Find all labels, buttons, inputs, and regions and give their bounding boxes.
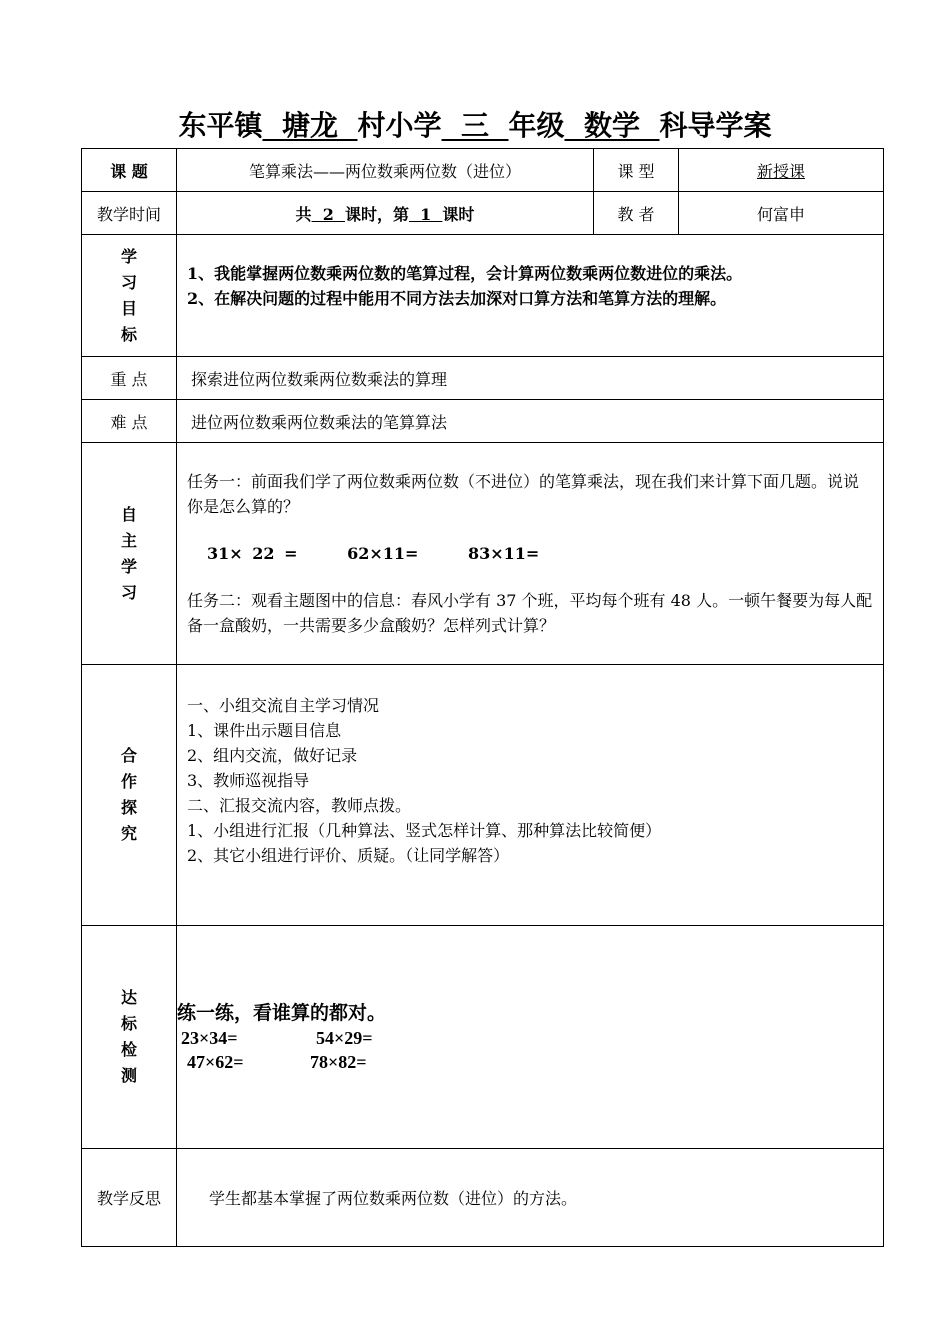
type-value: 新授课 <box>679 149 884 192</box>
cooperation-line: 3、教师巡视指导 <box>187 770 310 790</box>
practice-row <box>177 1050 883 1074</box>
goals-label: 学 习 目 标 <box>82 235 177 357</box>
practice-problem: 78×82= <box>310 1052 367 1072</box>
title-subject: 数学 <box>564 109 660 142</box>
cooperation-line: 1、课件出示题目信息 <box>187 720 342 740</box>
row-cooperation <box>82 665 884 926</box>
assessment-content <box>177 926 884 1149</box>
practice-problem: 23×34= <box>181 1028 238 1048</box>
cooperation-line: 二、汇报交流内容，教师点拨。 <box>187 795 412 815</box>
row-self-study <box>82 443 884 665</box>
type-label: 课 型 <box>594 149 679 192</box>
goal-item: 2、在解决问题的过程中能用不同方法去加深对口算方法和笔算方法的理解。 <box>187 288 727 308</box>
time-pre: 共 <box>295 204 312 224</box>
topic-value: 笔算乘法——两位数乘两位数（进位） <box>177 149 594 192</box>
cooperation-line: 2、其它小组进行评价、质疑。（让同学解答） <box>187 845 510 865</box>
cooperation-line: 一、小组交流自主学习情况 <box>187 695 380 715</box>
key-value: 探索进位两位数乘两位数乘法的算理 <box>177 357 884 400</box>
teacher-label: 教 者 <box>594 192 679 235</box>
goals-content <box>177 235 884 357</box>
row-time <box>82 192 884 235</box>
goal-item: 1、我能掌握两位数乘两位数的笔算过程，会计算两位数乘两位数进位的乘法。 <box>187 263 743 283</box>
practice-row <box>177 1026 883 1050</box>
cooperation-content <box>177 665 884 926</box>
row-difficulty <box>82 400 884 443</box>
formula: 83×11= <box>467 544 540 563</box>
assessment-label: 达 标 检 测 <box>82 926 177 1149</box>
self-study-label: 自 主 学 习 <box>82 443 177 665</box>
cooperation-line: 2、组内交流，做好记录 <box>187 745 358 765</box>
title-grade-suffix: 年级 <box>508 109 565 142</box>
title-suffix: 科导学案 <box>659 109 772 142</box>
time-current: 1 <box>409 204 443 224</box>
document-title <box>0 104 950 144</box>
row-goals <box>82 235 884 357</box>
title-village: 塘龙 <box>262 109 358 142</box>
teacher-value: 何富申 <box>679 192 884 235</box>
formula: 31× 22 = <box>207 544 298 563</box>
self-study-content <box>177 443 884 665</box>
row-topic <box>82 149 884 192</box>
time-label: 教学时间 <box>82 192 177 235</box>
row-assessment <box>82 926 884 1149</box>
task-one: 任务一：前面我们学了两位数乘两位数（不进位）的笔算乘法，现在我们来计算下面几题。说说你是怎么算的？ <box>187 472 860 516</box>
cooperation-label: 合 作 探 究 <box>82 665 177 926</box>
key-label: 重 点 <box>82 357 177 400</box>
row-key <box>82 357 884 400</box>
lesson-plan-table <box>81 148 884 1247</box>
task-two: 任务二：观看主题图中的信息：春风小学有 37 个班，平均每个班有 48 人。一顿午餐要为每人配备一盒酸奶，一共需要多少盒酸奶？怎样列式计算？ <box>187 591 873 635</box>
row-reflection <box>82 1149 884 1247</box>
topic-label: 课 题 <box>82 149 177 192</box>
reflection-label: 教学反思 <box>82 1149 177 1247</box>
difficulty-value: 进位两位数乘两位数乘法的笔算算法 <box>177 400 884 443</box>
practice-problem: 47×62= <box>187 1052 244 1072</box>
practice-problem: 54×29= <box>316 1028 373 1048</box>
title-school: 村小学 <box>357 109 442 142</box>
practice-heading: 练一练，看谁算的都对。 <box>177 1002 387 1024</box>
cooperation-line: 1、小组进行汇报（几种算法、竖式怎样计算、那种算法比较简便） <box>187 820 662 840</box>
task-one-formulas <box>187 541 873 566</box>
title-grade: 三 <box>441 109 509 142</box>
time-total: 2 <box>311 204 345 224</box>
formula: 62×11= <box>347 544 419 563</box>
reflection-value: 学生都基本掌握了两位数乘两位数（进位）的方法。 <box>177 1149 884 1247</box>
difficulty-label: 难 点 <box>82 400 177 443</box>
time-value <box>177 192 594 235</box>
time-post: 课时 <box>442 204 475 224</box>
title-town: 东平镇 <box>178 109 263 142</box>
time-mid: 课时，第 <box>344 204 409 224</box>
